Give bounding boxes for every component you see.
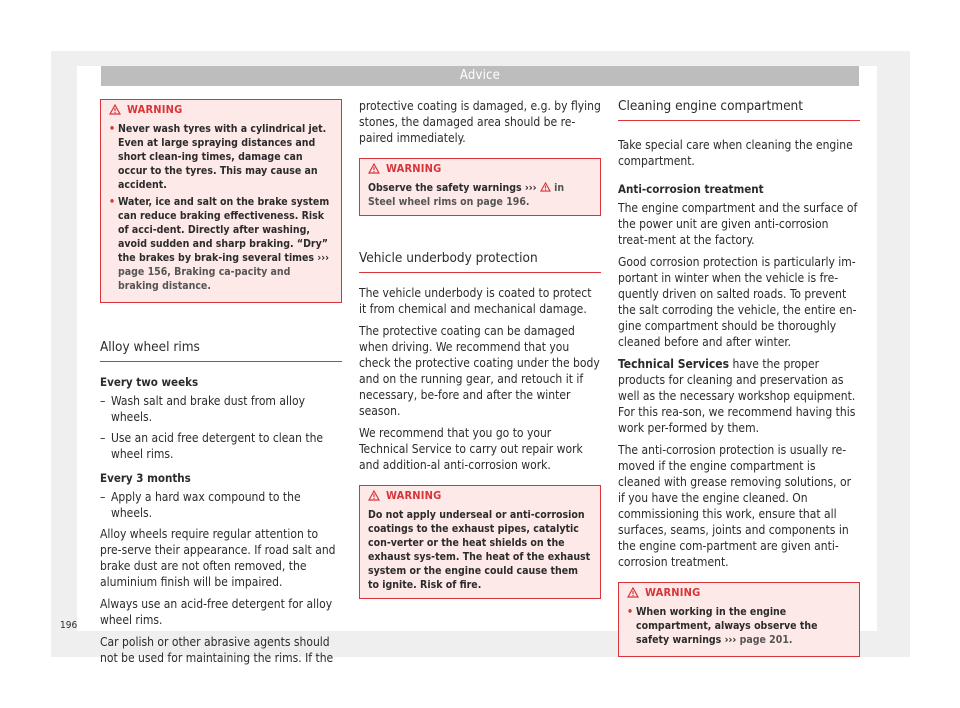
- paragraph: protective coating is damaged, e.g. by flying stones, the damaged area should be re-paired immediately.: [359, 99, 601, 145]
- warning-triangle-icon: [109, 104, 121, 115]
- warning-text: [360, 181, 600, 209]
- warning-box-steel-rims: [359, 158, 601, 216]
- warning-triangle-icon: [540, 182, 551, 192]
- warning-box-engine: [618, 582, 860, 657]
- warning-header: [360, 486, 600, 508]
- paragraph: [618, 356, 860, 436]
- list-every-3-months: [100, 489, 342, 521]
- page-reference-link[interactable]: page 156, Braking ca-pacity and braking distance.: [118, 266, 291, 292]
- paragraph: Good corrosion protection is particularly im-portant in winter when the vehicle is fre-quently driven on salted roads. To prevent the salt corroding the vehicle, the entire en-gine compartment should be thoroughly cleaned before and after winter.: [618, 255, 857, 349]
- warning-bullet: [627, 605, 851, 647]
- paragraph: Take special care when cleaning the engine compartment.: [618, 138, 853, 168]
- warning-triangle-icon: [368, 163, 380, 174]
- subheading: Every two weeks: [100, 375, 199, 389]
- warning-box-tyres: [100, 99, 342, 303]
- warning-text: Do not apply underseal or anti-corrosion coatings to the exhaust pipes, catalytic con-verter or the heat shields on the exhaust sys-tem. The heat of the exhaust system or the engine could cause them to ignite. Risk of fire.: [368, 509, 591, 591]
- warning-title: WARNING: [127, 103, 183, 116]
- warning-bullet: • Never wash tyres with a cylindrical jet. Even at large spraying distances and short clean-ing times, damage can occur to the tyres. This may cause an accident.: [109, 122, 333, 192]
- reference-arrow: ›››: [724, 634, 737, 646]
- bold-term: Technical Services: [618, 357, 730, 371]
- section-title-alloy: Alloy wheel rims: [100, 339, 342, 362]
- paragraph: Car polish or other abrasive agents should not be used for maintaining the rims. If the: [100, 635, 334, 665]
- page-header: Advice: [101, 66, 859, 86]
- paragraph-text: have the proper products for cleaning and preservation as well as the necessary workshop equipment. For this rea-son, we recommend having this work per-formed by them.: [618, 357, 856, 435]
- warning-triangle-icon: [627, 587, 639, 598]
- reference-arrow: ›››: [317, 252, 330, 264]
- column-middle: [359, 98, 601, 619]
- warning-text-main: Observe the safety warnings: [368, 182, 522, 194]
- paragraph: We recommend that you go to your Technical Service to carry out repair work and addition-al anti-corrosion work.: [359, 426, 583, 472]
- warning-box-underseal: [359, 485, 601, 599]
- paragraph: The anti-corrosion protection is usually re-moved if the engine compartment is cleaned with grease removing solutions, or if you have the engine cleaned. On commissioning this work, ensure that all surfaces, seams, joints and components in the engine com-partment are given anti-corrosion treatment.: [618, 443, 852, 569]
- section-title-underbody: Vehicle underbody protection: [359, 250, 601, 273]
- paragraph: The protective coating can be damaged when driving. We recommend that you check the protective coating under the body and on the running gear, and retouch it if necessary, be-fore and after the winter season.: [359, 324, 600, 418]
- page-number: 196: [60, 620, 78, 631]
- list-item: – Use an acid free detergent to clean the wheel rims.: [100, 430, 342, 462]
- warning-bullet-text: When working in the engine compartment, always observe the safety warnings: [636, 606, 818, 646]
- column-right: [618, 98, 860, 677]
- warning-bullet: [109, 195, 333, 293]
- warning-header: [619, 583, 859, 605]
- list-item: – Wash salt and brake dust from alloy wheels.: [100, 393, 342, 425]
- list-every-two-weeks: [100, 393, 342, 462]
- section-title-engine: Cleaning engine compartment: [618, 98, 860, 121]
- warning-header: [360, 159, 600, 181]
- paragraph: Alloy wheels require regular attention to pre-serve their appearance. If road salt and brake dust are not often removed, the aluminium finish will be impaired.: [100, 527, 336, 589]
- warning-triangle-icon: [368, 490, 380, 501]
- paragraph: The vehicle underbody is coated to protect it from chemical and mechanical damage.: [359, 286, 592, 316]
- column-left: [100, 99, 342, 672]
- warning-header: [101, 100, 341, 122]
- page-reference-link[interactable]: page 201.: [739, 634, 793, 646]
- paragraph: The engine compartment and the surface of the power unit are given anti-corrosion treat-ment at the factory.: [618, 201, 858, 247]
- page-reference-link[interactable]: in Steel wheel rims on page 196.: [368, 182, 565, 208]
- subheading: Anti-corrosion treatment: [618, 182, 764, 196]
- reference-arrow: ›››: [524, 182, 537, 194]
- list-item: – Apply a hard wax compound to the wheels.: [100, 489, 342, 521]
- warning-title: WARNING: [386, 489, 442, 502]
- subheading: Every 3 months: [100, 471, 191, 485]
- paragraph: Always use an acid-free detergent for alloy wheel rims.: [100, 597, 333, 627]
- warning-title: WARNING: [386, 162, 442, 175]
- warning-bullet-text: Water, ice and salt on the brake system can reduce braking effectiveness. Risk of acci-dent. Directly after washing, avoid sudden and sharp braking. “Dry” the brakes by brak-ing several times: [118, 196, 330, 264]
- warning-title: WARNING: [645, 586, 701, 599]
